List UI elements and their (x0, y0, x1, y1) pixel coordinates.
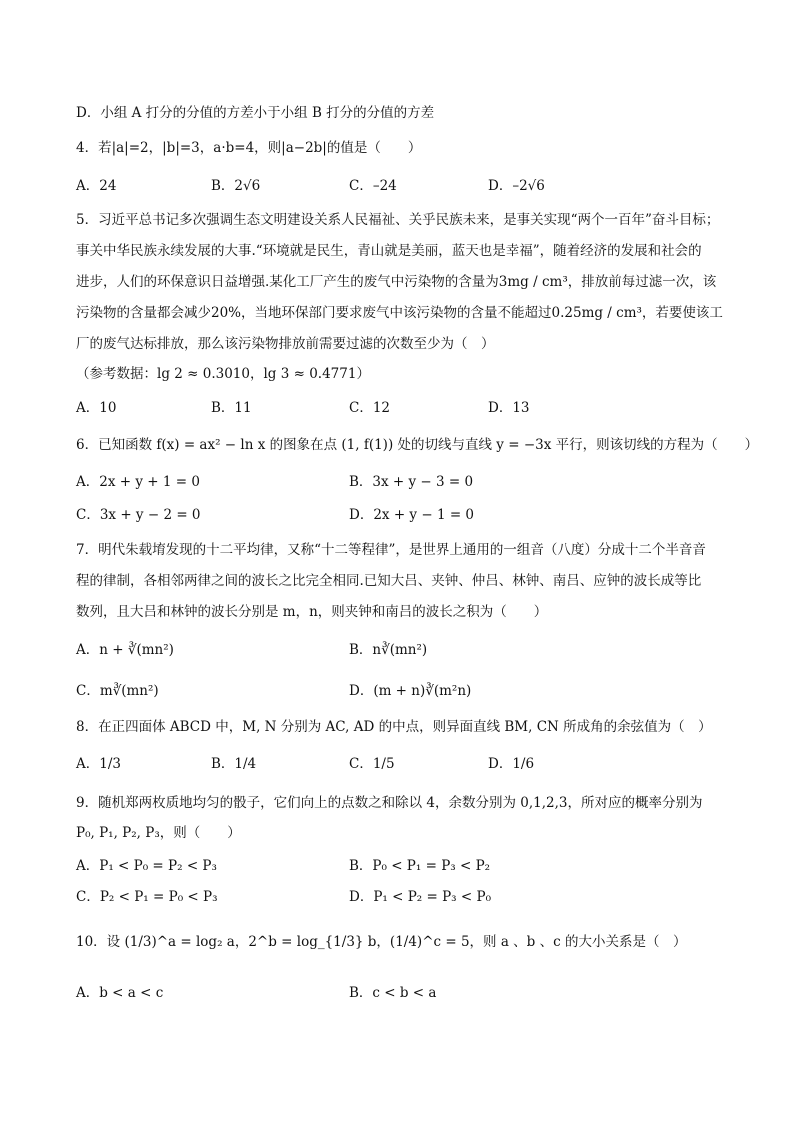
q4-option-d: D．–2√6 (488, 178, 545, 194)
q5-option-c: C．12 (349, 400, 391, 416)
q9-option-d: D．P₁ < P₂ = P₃ < P₀ (349, 889, 491, 905)
q6-option-b: B．3x + y − 3 = 0 (349, 474, 474, 490)
question-6-stem: 6．已知函数 f(x) = ax² − ln x 的图象在点 (1, f(1)) 处的切线与直线 y = −3x 平行，则该切线的方程为（ ） (76, 437, 759, 453)
q6-option-c: C．3x + y − 2 = 0 (76, 507, 201, 523)
q6-option-a: A．2x + y + 1 = 0 (76, 474, 200, 490)
q8-option-a: A．1/3 (76, 756, 121, 772)
q5-option-d: D．13 (488, 400, 530, 416)
q8-option-d: D．1/6 (488, 756, 535, 772)
q7-option-a: A．n + ∛(mn²) (76, 642, 174, 658)
q10-option-a: A．b < a < c (76, 985, 164, 1001)
question-5-line-2: 事关中华民族永续发展的大事.“环境就是民生，青山就是美丽，蓝天也是幸福”，随着经济的发展和社会的 (76, 243, 702, 259)
q7-option-d: D．(m + n)∛(m²n) (349, 683, 472, 699)
question-5-line-3: 进步，人们的环保意识日益增强.某化工厂产生的废气中污染物的含量为3mg / cm³，排放前每过滤一次，该 (76, 274, 717, 290)
q4-option-b: B．2√6 (211, 178, 261, 194)
q6-option-d: D．2x + y − 1 = 0 (349, 507, 475, 523)
question-4-stem: 4．若|a|=2，|b|=3，a·b=4，则|a−2b|的值是（ ） (76, 140, 422, 156)
question-5-reference-data: （参考数据：lg 2 ≈ 0.3010，lg 3 ≈ 0.4771） (76, 366, 370, 382)
q8-option-b: B．1/4 (211, 756, 257, 772)
question-9-line-1: 9．随机郑两枚质地均匀的骰子，它们向上的点数之和除以 4，余数分别为 0,1,2,3，所对应的概率分别为 (76, 795, 703, 811)
question-7-line-2: 程的律制，各相邻两律之间的波长之比完全相同.已知大吕、夹钟、仲吕、林钟、南吕、应钟的波长成等比 (76, 573, 702, 589)
question-9-line-2: P₀, P₁, P₂, P₃，则（ ） (76, 825, 241, 841)
q4-option-c: C．–24 (349, 178, 397, 194)
question-5-line-4: 污染物的含量都会减少20%，当地环保部门要求废气中该污染物的含量不能超过0.25mg / cm³，若要使该工 (76, 305, 723, 321)
q9-option-b: B．P₀ < P₁ = P₃ < P₂ (349, 858, 491, 874)
option-d-previous-question: D．小组 A 打分的分值的方差小于小组 B 打分的分值的方差 (76, 105, 435, 121)
q9-option-c: C．P₂ < P₁ = P₀ < P₃ (76, 889, 218, 905)
q5-option-a: A．10 (76, 400, 117, 416)
question-7-line-1: 7．明代朱载堉发现的十二平均律，又称“十二等程律”，是世界上通用的一组音（八度）分成十二个半音音 (76, 542, 706, 558)
q7-option-c: C．m∛(mn²) (76, 683, 159, 699)
q5-option-b: B．11 (211, 400, 252, 416)
question-7-line-3: 数列，且大吕和林钟的波长分别是 m，n，则夹钟和南吕的波长之积为（ ） (76, 604, 548, 620)
question-5-line-5: 厂的废气达标排放，那么该污染物排放前需要过滤的次数至少为（ ） (76, 336, 495, 352)
question-10-stem: 10．设 (1/3)^a = log₂ a，2^b = log_{1/3} b，(1/4)^c = 5，则 a 、b 、c 的大小关系是（ ） (76, 934, 687, 950)
q4-option-a: A．24 (76, 178, 117, 194)
question-5-line-1: 5．习近平总书记多次强调生态文明建设关系人民福祉、关乎民族未来，是事关实现“两个一百年”奋斗目标； (76, 212, 720, 228)
q10-option-b: B．c < b < a (349, 985, 437, 1001)
q9-option-a: A．P₁ < P₀ = P₂ < P₃ (76, 858, 217, 874)
question-8-stem: 8．在正四面体 ABCD 中，M, N 分别为 AC, AD 的中点，则异面直线 BM, CN 所成角的余弦值为（ ） (76, 719, 712, 735)
q7-option-b: B．n∛(mn²) (349, 642, 428, 658)
q8-option-c: C．1/5 (349, 756, 395, 772)
